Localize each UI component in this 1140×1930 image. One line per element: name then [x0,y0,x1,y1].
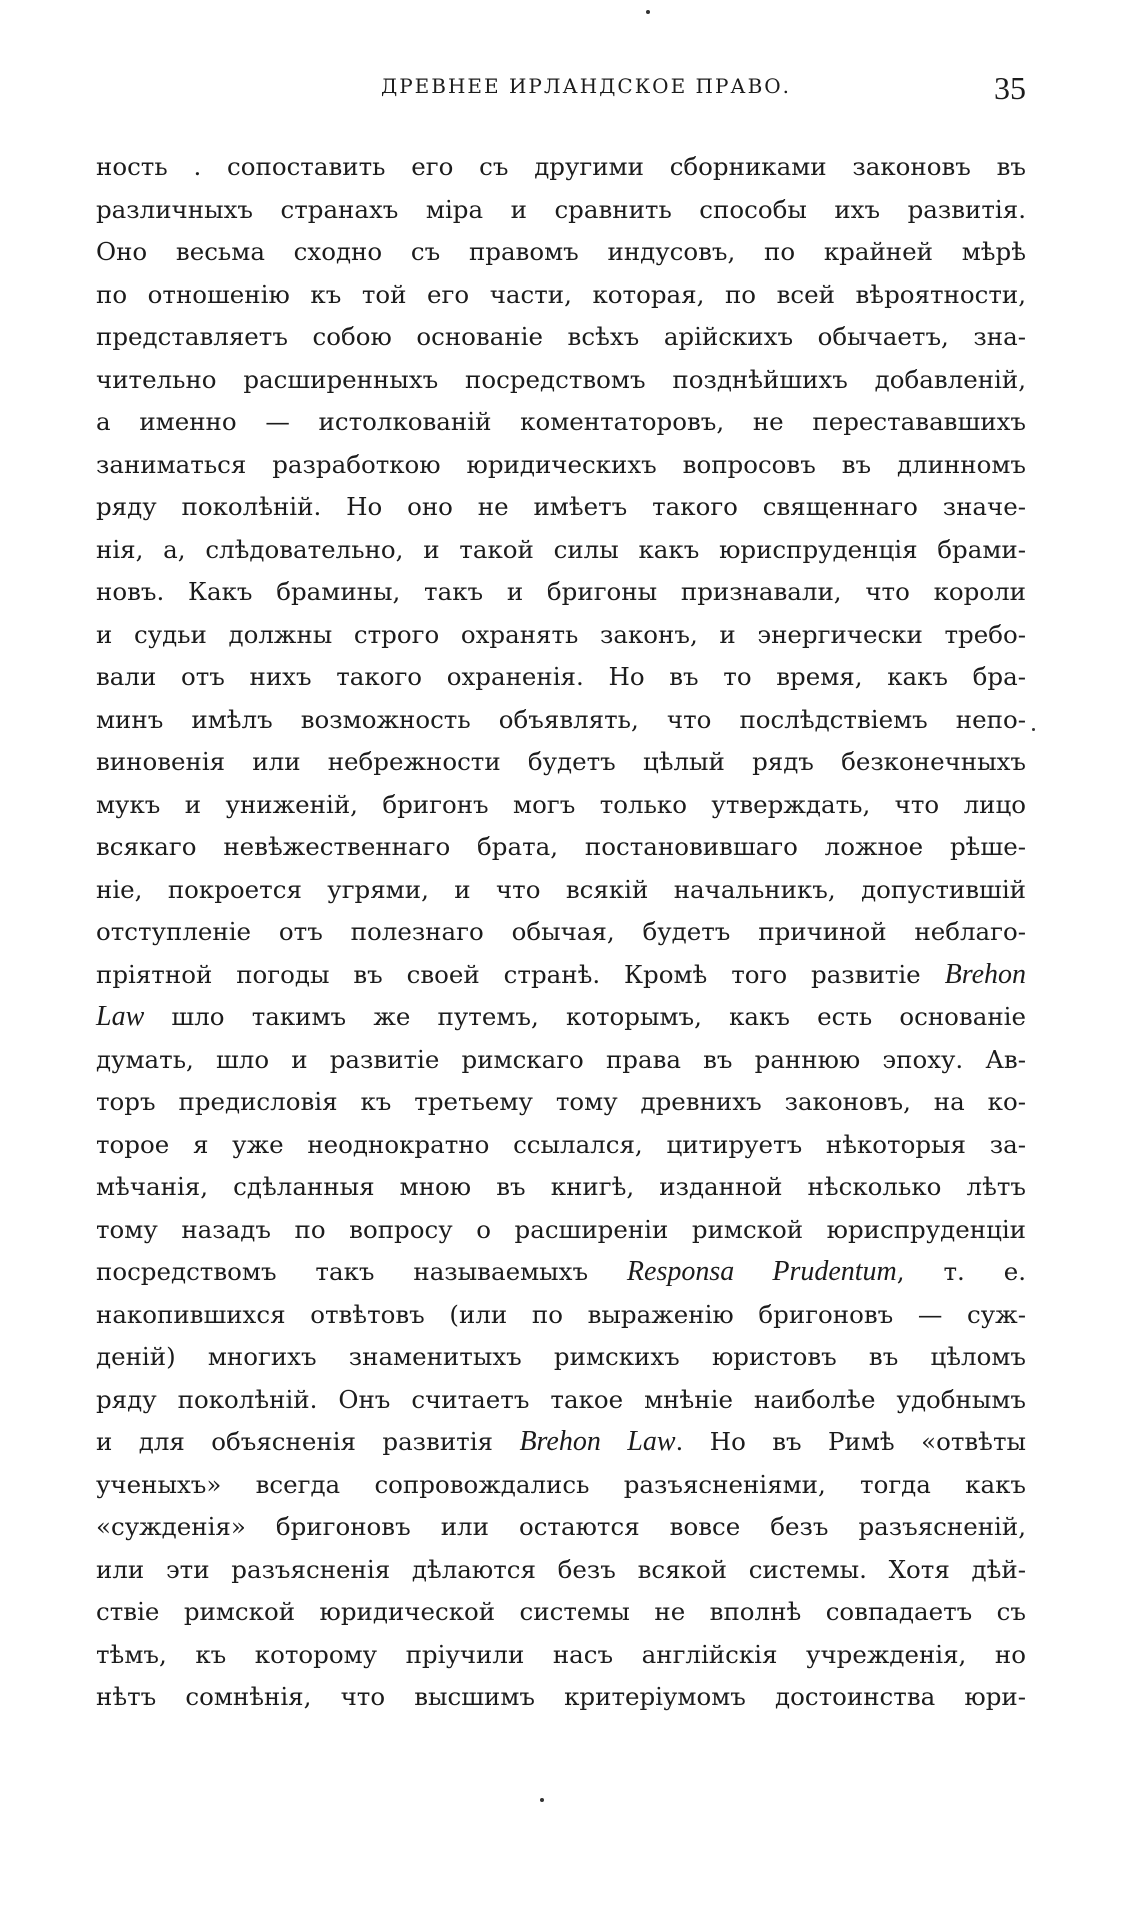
text-line: Оно весьма сходно съ правомъ индусовъ, по крайней мѣрѣ [96,237,1026,266]
ink-speck [1032,728,1035,731]
ink-speck [646,10,650,14]
running-head [96,70,1026,114]
text-line: тѣмъ, къ которому пріучили насъ англійскія учрежденія, но [96,1639,1026,1669]
running-title: ДРЕВНЕЕ ИРЛАНДСКОЕ ПРАВО. [380,74,792,98]
text-line: и для объясненія развитія Brehon Law. Но въ Римѣ «отвѣты [96,1426,1027,1457]
italic-term: Law [627,1426,676,1457]
text-line: мукъ и униженій, бригонъ могъ только утверждать, что лицо [96,789,1026,819]
text-line: тому назадъ по вопросу о расширеніи римской юриспруденціи [96,1214,1026,1244]
text-line: или эти разъясненія дѣлаются безъ всякой системы. Хотя дѣй- [96,1554,1026,1584]
text-line: деній) многихъ знаменитыхъ римскихъ юристовъ въ цѣломъ [96,1342,1026,1371]
text-line: а именно — истолкованій коментаторовъ, не перестававшихъ [96,407,1026,436]
text-line: ряду поколѣній. Онъ считаетъ такое мнѣніе наиболѣе удобнымъ [96,1384,1026,1414]
text-line: Law шло такимъ же путемъ, которымъ, какъ есть основаніе [96,1001,1026,1032]
text-line: вали отъ нихъ такого охраненія. Но въ то время, какъ бра- [96,662,1026,691]
text-line: ность . сопоставить его съ другими сборниками законовъ въ [96,152,1026,181]
text-line: виновенія или небрежности будетъ цѣлый рядъ безконечныхъ [96,747,1026,776]
page-number: 35 [994,70,1026,106]
text-line: нѣтъ сомнѣнія, что высшимъ критеріумомъ достоинства юри- [96,1682,1026,1711]
text-line: посредствомъ такъ называемыхъ Responsa Prudentum, т. е. [96,1256,1026,1287]
italic-term: Law [96,1001,145,1032]
text-line: и судьи должны строго охранять законъ, и энергически требо- [96,619,1026,649]
text-line: торъ предисловія къ третьему тому древнихъ законовъ, на ко- [96,1087,1026,1116]
text-line: думать, шло и развитіе римскаго права въ раннюю эпоху. Ав- [96,1044,1026,1074]
text-line: «сужденія» бригоновъ или остаются вовсе безъ разъясненій, [96,1512,1026,1541]
text-line: минъ имѣлъ возможность объявлять, что послѣдствіемъ непо- [96,704,1026,734]
text-line: заниматься разработкою юридическихъ вопросовъ въ длинномъ [96,449,1026,479]
italic-term: Responsa Prudentum [626,1256,897,1287]
text-line: пріятной погоды въ своей странѣ. Кромѣ того развитіе Brehon [96,958,1026,990]
body-text [96,146,1026,1719]
text-line: накопившихся отвѣтовъ (или по выраженію бригоновъ — суж- [96,1299,1026,1329]
text-line: мѣчанія, сдѣланныя мною въ книгѣ, изданной нѣсколько лѣтъ [96,1172,1026,1201]
text-line: ряду поколѣній. Но оно не имѣетъ такого священнаго значе- [96,492,1026,521]
italic-term: Brehon [519,1426,601,1457]
text-line: ствіе римской юридической системы не вполнѣ совпадаетъ съ [96,1597,1026,1626]
text-line: нія, а, слѣдовательно, и такой силы какъ юриспруденція брами- [96,534,1026,564]
italic-term: Brehon [944,958,1026,990]
text-line: ученыхъ» всегда сопровождались разъясненіями, тогда какъ [96,1469,1026,1499]
text-line: всякаго невѣжественнаго брата, постановившаго ложное рѣше- [96,832,1026,861]
text-line: торое я уже неоднократно ссылался, цитируетъ нѣкоторыя за- [96,1129,1026,1159]
text-line: новъ. Какъ брамины, такъ и бригоны признавали, что короли [96,577,1026,606]
ink-speck [540,1798,544,1802]
text-line: ніе, покроется угрями, и что всякій начальникъ, допустившій [96,874,1026,904]
text-line: по отношенію къ той его части, которая, по всей вѣроятности, [96,279,1026,309]
text-line: представляетъ собою основаніе всѣхъ арійскихъ обычаетъ, зна- [96,322,1026,351]
text-line: различныхъ странахъ міра и сравнить способы ихъ развитія. [96,194,1026,224]
text-line: отступленіе отъ полезнаго обычая, будетъ причиной неблаго- [96,917,1026,946]
text-line: чительно расширенныхъ посредствомъ позднѣйшихъ добавленій, [96,364,1026,394]
